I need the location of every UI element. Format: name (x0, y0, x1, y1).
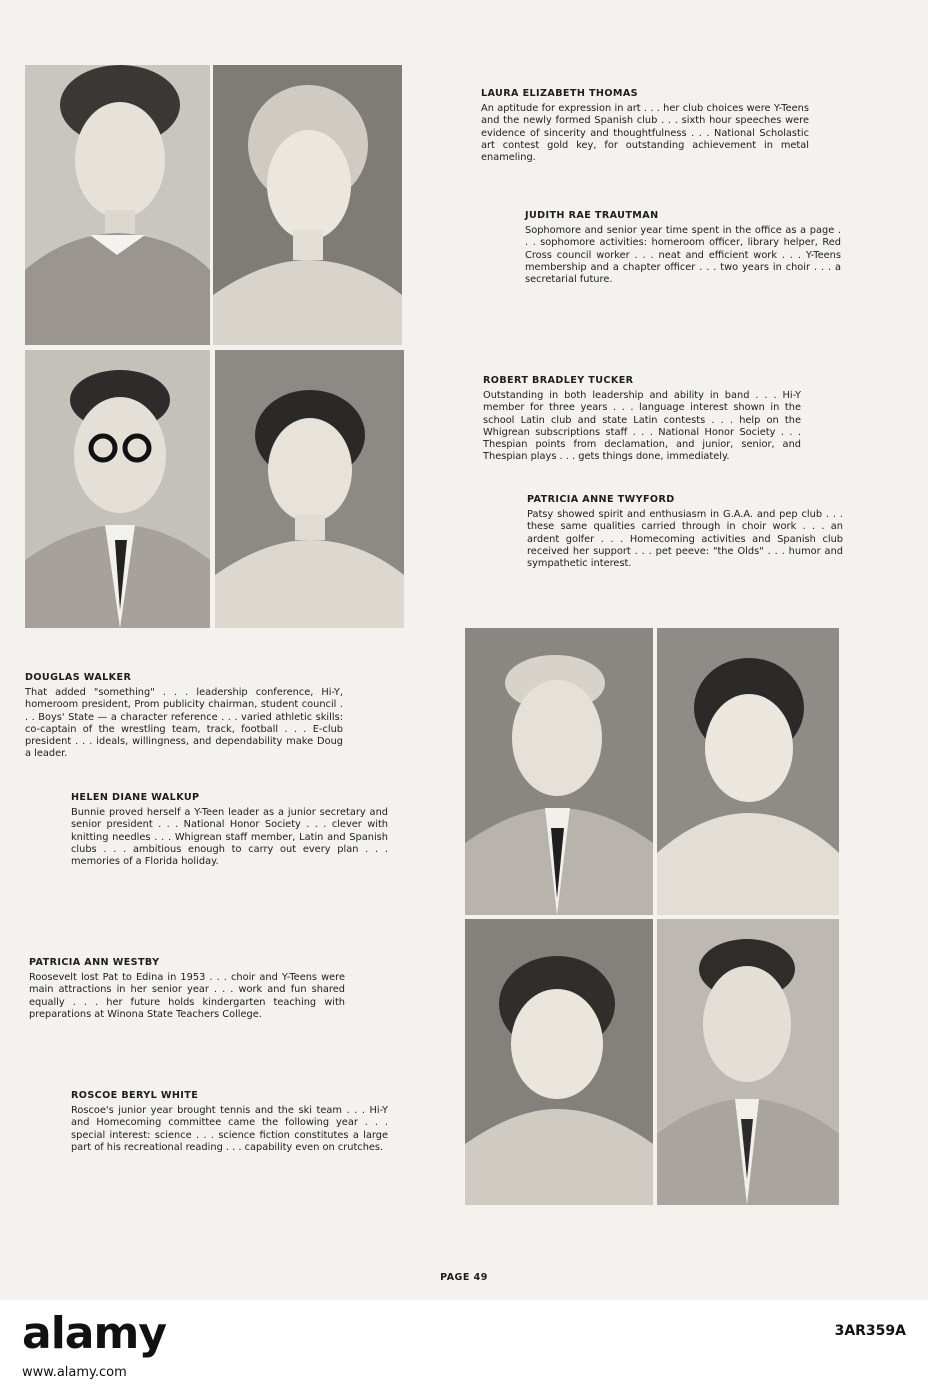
bio-robert-tucker (483, 375, 801, 464)
bio-text: An aptitude for expression in art . . . her club choices were Y-Teens and the newly formed Spanish club . . . sixth hour speeches were evidence of sincerity and thoughtfulness . . . National Scholastic art contest gold key, for outstanding achievement in metal enameling. (481, 103, 809, 164)
portrait-laura-thomas (25, 65, 210, 345)
watermark-url: www.alamy.com (22, 1365, 127, 1380)
portrait-robert-tucker (25, 350, 210, 628)
bio-text: Patsy showed spirit and enthusiasm in G.A.A. and pep club . . . these same qualities carried through in choir work . . . an ardent golfer . . . Homecoming activities and Spanish club received her support . . . pet peeve: "the Olds" . . . humor and sympathetic interest. (527, 509, 843, 570)
page-number: PAGE 49 (440, 1272, 488, 1283)
bio-name: ROBERT BRADLEY TUCKER (483, 375, 634, 386)
bio-patricia-twyford (527, 494, 843, 570)
portrait-judith-trautman (213, 65, 402, 345)
bio-roscoe-white (71, 1090, 388, 1154)
bio-text: Outstanding in both leadership and ability in band . . . Hi-Y member for three years . . . language interest shown in the school Latin club and state Latin contests . . . help on the Whigrean subscriptions staff . . . National Honor Society . . . Thespian points from declamation, and junior, senior, and Thespian plays . . . gets things done, immediately. (483, 390, 801, 463)
bio-text: That added "something" . . . leadership conference, Hi-Y, homeroom president, Prom publicity chairman, student council . . . Boys' State — a character reference . . . varied athletic skills: co-captain of the wrestling team, track, football . . . E-club president . . . ideals, willingness, and dependability make Doug a leader. (25, 687, 343, 760)
bio-name: PATRICIA ANNE TWYFORD (527, 494, 675, 505)
bio-name: HELEN DIANE WALKUP (71, 792, 200, 803)
portrait-helen-walkup (657, 628, 839, 915)
bio-name: JUDITH RAE TRAUTMAN (525, 210, 659, 221)
bio-text: Bunnie proved herself a Y-Teen leader as a junior secretary and senior president . . . National Honor Society . . . clever with knitting needles . . . Whigrean staff member, Latin and Spanish clubs . . . ambitious enough to carry out every plan . . . memories of a Florida holiday. (71, 807, 388, 868)
bio-text: Roscoe's junior year brought tennis and the ski team . . . Hi-Y and Homecoming committee came the following year . . . special interest: science . . . science fiction constitutes a large part of his recreational reading . . . capability even on crutches. (71, 1105, 388, 1153)
bio-helen-walkup (71, 792, 388, 868)
bio-text: Roosevelt lost Pat to Edina in 1953 . . . choir and Y-Teens were main attractions in her senior year . . . work and fun shared equally . . . her future holds kindergarten teaching with preparations at Winona State Teachers College. (29, 972, 345, 1020)
watermark-image-id: 3AR359A (834, 1323, 906, 1339)
watermark-logo: alamy (22, 1308, 166, 1359)
bio-name: LAURA ELIZABETH THOMAS (481, 88, 638, 99)
bio-patricia-westby (29, 957, 345, 1021)
bio-douglas-walker (25, 672, 343, 761)
portrait-douglas-walker (465, 628, 653, 915)
bio-laura-thomas (481, 88, 809, 164)
portrait-patricia-westby (465, 919, 653, 1205)
portrait-roscoe-white (657, 919, 839, 1205)
bio-judith-trautman (525, 210, 841, 286)
bio-name: PATRICIA ANN WESTBY (29, 957, 160, 968)
bio-name: DOUGLAS WALKER (25, 672, 132, 683)
portrait-patricia-twyford (215, 350, 404, 628)
bio-text: Sophomore and senior year time spent in the office as a page . . . sophomore activities: homeroom officer, library helper, Red Cross council worker . . . neat and efficient work . . . Y-Teens membership and a chapter officer . . . two years in choir . . . a secretarial future. (525, 225, 841, 286)
bio-name: ROSCOE BERYL WHITE (71, 1090, 199, 1101)
